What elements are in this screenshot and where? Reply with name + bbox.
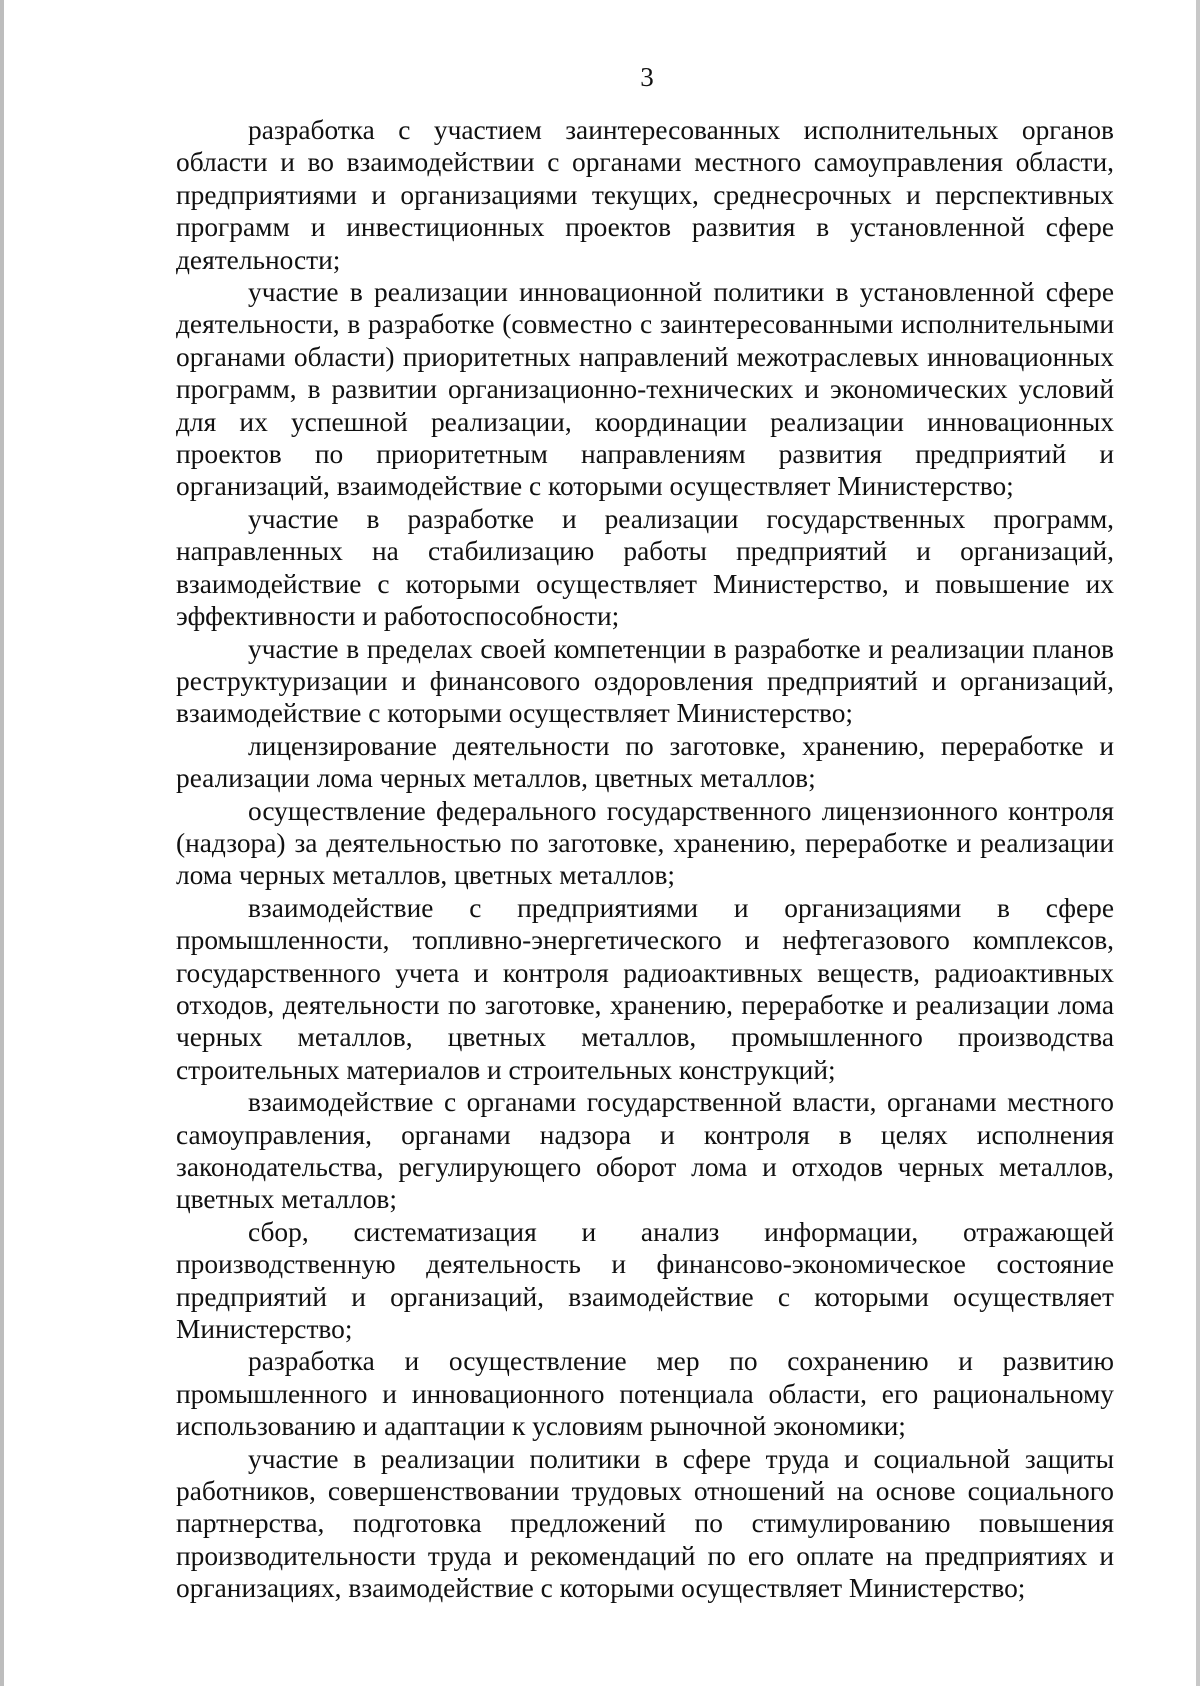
document-body xyxy=(176,114,1114,1605)
paragraph: лицензирование деятельности по заготовке, хранению, переработке и реализации лома черных металлов, цветных металлов; xyxy=(176,730,1114,794)
page-number: 3 xyxy=(640,62,654,92)
paragraph: участие в пределах своей компетенции в разработке и реализации планов реструктуризации и финансового оздоровления предприятий и организаций, взаимодействие с которыми осуществляет Министерство; xyxy=(176,633,1114,729)
scan-edge-right xyxy=(1196,0,1200,1686)
paragraph: сбор, систематизация и анализ информации, отражающей производственную деятельность и финансово-экономическое состояние предприятий и организаций, взаимодействие с которыми осуществляет Министерство; xyxy=(176,1216,1114,1345)
scan-edge-left xyxy=(0,0,4,1686)
paragraph: участие в реализации инновационной политики в установленной сфере деятельности, в разработке (совместно с заинтересованными исполнительными органами области) приоритетных направлений межотраслевых инновационных программ, в развитии организационно-технических и экономических условий для их успешной реализации, координации реализации инновационных проектов по приоритетным направлениям развития предприятий и организаций, взаимодействие с которыми осуществляет Министерство; xyxy=(176,277,1114,502)
paragraph: взаимодействие с органами государственной власти, органами местного самоуправления, органами надзора и контроля в целях исполнения законодательства, регулирующего оборот лома и отходов черных металлов, цветных металлов; xyxy=(176,1087,1114,1215)
paragraph: участие в реализации политики в сфере труда и социальной защиты работников, совершенствовании трудовых отношений на основе социального партнерства, подготовка предложений по стимулированию повышения производительности труда и рекомендаций по его оплате на предприятиях и организациях, взаимодействие с которыми осуществляет Министерство; xyxy=(176,1443,1114,1604)
paragraph: разработка и осуществление мер по сохранению и развитию промышленного и инновационного потенциала области, его рациональному использованию и адаптации к условиям рыночной экономики; xyxy=(176,1346,1114,1442)
paragraph: взаимодействие с предприятиями и организациями в сфере промышленности, топливно-энергетического и нефтегазового комплексов, государственного учета и контроля радиоактивных веществ, радиоактивных отходов, деятельности по заготовке, хранению, переработке и реализации лома черных металлов, цветных металлов, промышленного производства строительных материалов и строительных конструкций; xyxy=(176,892,1114,1085)
paragraph: участие в разработке и реализации государственных программ, направленных на стабилизацию работы предприятий и организаций, взаимодействие с которыми осуществляет Министерство, и повышение их эффективности и работоспособности; xyxy=(176,503,1114,632)
paragraph: разработка с участием заинтересованных исполнительных органов области и во взаимодействии с органами местного самоуправления области, предприятиями и организациями текущих, среднесрочных и перспективных программ и инвестиционных проектов развития в установленной сфере деятельности; xyxy=(176,115,1114,275)
paragraph: осуществление федерального государственного лицензионного контроля (надзора) за деятельностью по заготовке, хранению, переработке и реализации лома черных металлов, цветных металлов; xyxy=(176,795,1114,891)
